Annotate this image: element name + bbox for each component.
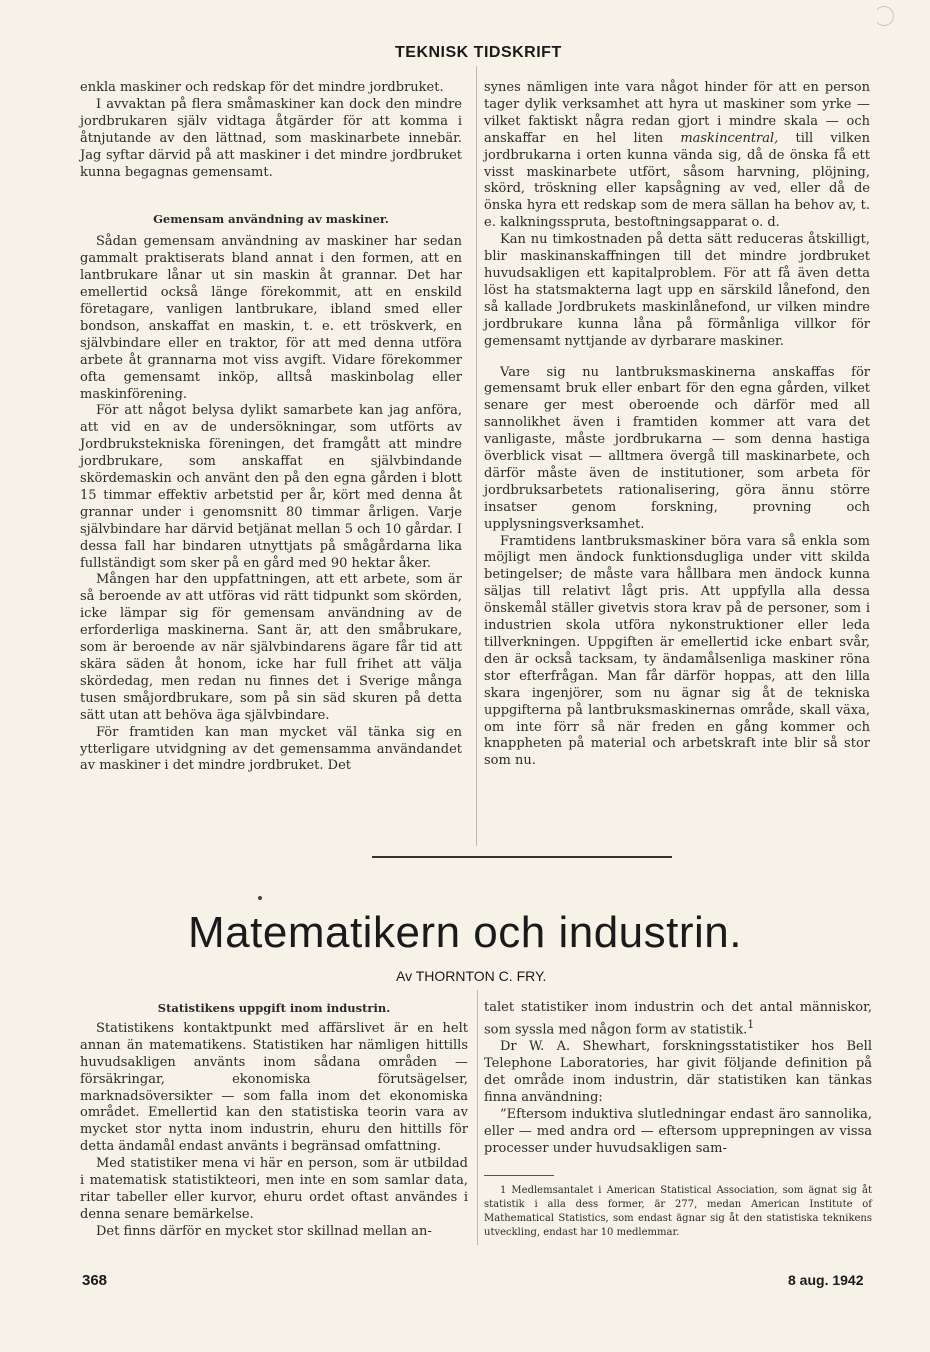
paragraph: Statistikens kontaktpunkt med affärslivet är en helt annan än matematikens. Statistiken har nämligen hittills huvudsakligen använts inom sådana områden — försäkringar, ekonomiska förutsägelser, marknadsöversikter — som falla inom det ekonomiska området. Emellertid kan den statistiska teorin vara av mycket stor nytta inom industrin, ehuru den hittills för detta ändamål endast använts i begränsad omfattning.	[80, 1020, 468, 1155]
paragraph: Mången har den uppfattningen, att ett arbete, som är så beroende av att utföras vid rätt tidpunkt som skörden, icke lämpar sig för gemensam användning av de erforderliga maskinerna. Sant är, att den småbrukare, som är beroende av när självbindarens ägare får tid att skära säden åt honom, icke har full frihet att välja skördedag, men redan nu finnes det i Sverige många tusen småjordbrukare, som på sin säd skuren på detta sätt utan att behöva äga självbindare.	[80, 572, 462, 723]
text-run: talet statistiker inom industrin och det antal människor, som syssla med någon form av statistik.	[484, 1000, 872, 1038]
quote-paragraph: ”Eftersom induktiva slutledningar endast äro sannolika, eller — med andra ord — eftersom upprepningen av vissa processer under huvudsakligen sam-	[484, 1106, 872, 1156]
journal-masthead: TEKNISK TIDSKRIFT	[395, 44, 562, 61]
paragraph: Kan nu timkostnaden på detta sätt reduceras åtskilligt, blir maskinanskaffningen till det mindre jordbruket huvudsakligen ett kapitalproblem. För att få även detta löst ha statsmakterna lagt upp en särskild lånefond, den så kallade Jordbrukets maskinlånefond, ur vilken mindre jordbrukare kunna låna på förmånliga villkor för gemensamt nyttjande av dyrbarare maskiner.	[484, 232, 870, 349]
paragraph: Sådan gemensam användning av maskiner har sedan gammalt praktiserats bland annat i den formen, att en lantbrukare lånar ut sin maskin åt grannar. Det har emellertid också länge förekommit, att en enskild företagare, vanligen lantbrukare, ibland smed eller bondson, anskaffat en maskin, t. e. ett tröskverk, en självbindare eller en traktor, för att med denna utföra arbete åt grannarna mot viss avgift. Vidare förekommer ofta gemensamt inköp, alltså maskinbolag eller maskinförening.	[80, 234, 462, 402]
footnote-ref: 1	[747, 1017, 755, 1031]
column-rule-bottom	[477, 990, 478, 1245]
right-column-bottom	[484, 1000, 872, 1240]
paragraph: enkla maskiner och redskap för det mindre jordbruket.	[80, 80, 444, 95]
paragraph: Vare sig nu lantbruksmaskinerna anskaffas för gemensamt bruk eller enbart för den egna gården, vilket senare ger mest oberoende och därför med all sannolikhet även i framtiden kommer att vara det vanligaste, måste jordbrukarna — som denna hastiga överblick visat — alltmera övergå till maskinarbete, och därför måste även de institutioner, som arbeta för jordbruksarbetets rationalisering, göra ännu större insatser genom forskning, provning och upplysningsverksamhet.	[484, 364, 870, 532]
article-title: Matematikern och industrin.	[188, 908, 742, 957]
paragraph: För framtiden kan man mycket väl tänka sig en ytterligare utvidgning av det gemensamma användandet av maskiner i det mindre jordbruket. Det	[80, 724, 462, 774]
italic-term: maskincentral,	[680, 130, 779, 146]
left-column-top	[80, 80, 462, 775]
section-subhead: Gemensam användning av maskiner.	[153, 212, 389, 227]
section-subhead: Statistikens uppgift inom industrin.	[157, 1001, 391, 1015]
paragraph: Framtidens lantbruksmaskiner böra vara så enkla som möjligt men ändock funktionsdugliga under vitt skilda betingelser; de måste vara hållbara men ändock kunna säljas till relativt lågt pris. Att uppfylla alla dessa önskemål ställer givetvis stora krav på de personer, som i industrien skola utföra nykonstruktioner eller leda tillverkningen. Uppgiften är emellertid icke enbart svår, den är också tacksam, ty ändamålsenliga maskiner röna stor efterfrågan. Man får därför hoppas, att den lilla skara ingenjörer, som nu ägnar sig åt de tekniska uppgifterna på lantbruksmaskinernas område, skall växa, om inte förr så när freden en gång kommer och knappheten på material och arbetskraft inte blir så stor som nu.	[484, 533, 870, 769]
left-column-bottom	[80, 1000, 468, 1241]
right-column-top	[484, 80, 870, 770]
column-rule-top	[476, 66, 477, 846]
paragraph: För att något belysa dylikt samarbete kan jag anföra, att vid en av de undersökningar, som utförts av Jordbrukstekniska föreningen, det framgått att mindre jordbrukare, som anskaffat en självbindande skördemaskin och använt den på den egna gården i blott 15 timmar effektiv arbetstid per år, kört med denna åt grannar under i genomsnitt 80 timmar årligen. Varje självbindare har därvid betjänat mellan 5 och 10 gårdar. I dessa fall har bindaren utnyttjats på smågårdarna lika fullständigt som sker på en gård med 90 hektar åker.	[80, 403, 462, 571]
paragraph	[484, 80, 870, 232]
paragraph	[484, 1000, 872, 1039]
paragraph: Det finns därför en mycket stor skillnad mellan an-	[96, 1223, 432, 1239]
footnote: 1 Medlemsantalet i American Statistical Association, som ägnat sig åt statistik i alla dess former, är 277, medan American Institute of Mathematical Statistics, som endast ägnar sig åt den statistiska teknikens utveckling, endast har 10 medlemmar.	[484, 1185, 872, 1239]
paragraph-gap	[484, 351, 870, 365]
paragraph: Med statistiker mena vi här en person, som är utbildad i matematisk statistikteori, men inte en som samlar data, ritar tabeller eller kurvor, ehuru ordet oftast användes i denna senare bemärkelse.	[80, 1156, 468, 1222]
corner-mark	[874, 6, 894, 26]
issue-date: 8 aug. 1942	[788, 1272, 864, 1288]
ink-dot	[258, 896, 262, 900]
text-run: synes nämligen inte vara något hinder för att en person tager dylik verksamhet att hyra ut maskiner som yrke — vilket faktiskt några redan gjort i mindre skala — och anskaffar en hel liten	[484, 80, 870, 146]
paragraph: Dr W. A. Shewhart, forskningsstatistiker hos Bell Telephone Laboratories, har givit följande definition på det område inom industrin, där statistiken kan tänkas finna användning:	[484, 1039, 872, 1105]
text-run: till vilken jordbrukarna i orten kunna vända sig, då de önska få ett visst maskinarbete utfört, såsom harvning, plöjning, skörd, tröskning eller kapsågning av ved, eller då de önska hyra ett redskap som de mera sällan ha behov av, t. e. kalkningsspruta, bestoftningsapparat o. d.	[484, 130, 870, 231]
page-number: 368	[82, 1272, 108, 1289]
paragraph: I avvaktan på flera småmaskiner kan dock den mindre jordbrukaren själv vidtaga åtgärder för att komma i åtnjutande av den lättnad, som maskinarbete innebär. Jag syftar därvid på att maskiner i det mindre jordbruket kunna begagnas gemensamt.	[80, 96, 462, 180]
article-byline: Av THORNTON C. FRY.	[396, 968, 547, 984]
footnote-rule	[484, 1175, 554, 1176]
article-divider	[372, 856, 672, 858]
